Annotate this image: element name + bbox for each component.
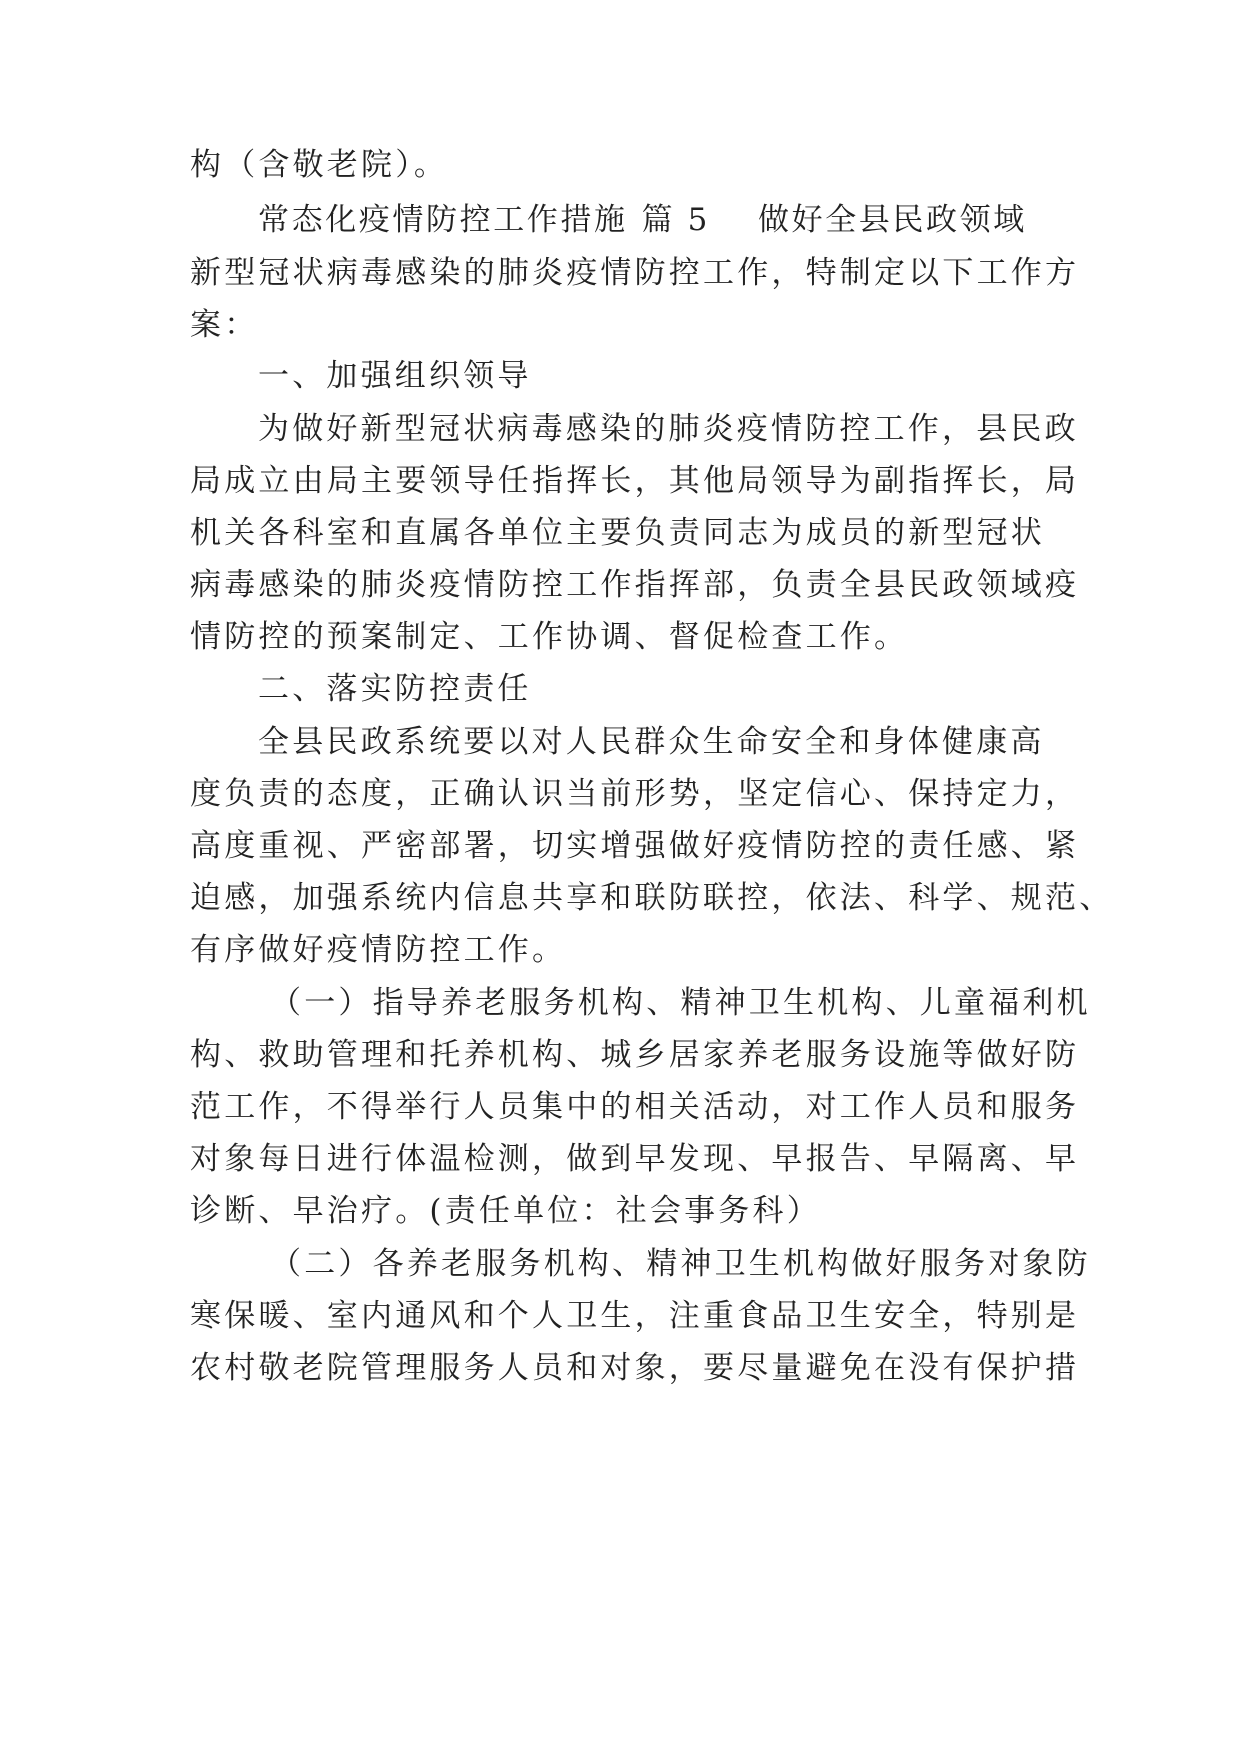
paragraph-line: 范工作，不得举行人员集中的相关活动，对工作人员和服务 bbox=[190, 1089, 1080, 1125]
paragraph-line: 有序做好疫情防控工作。 bbox=[190, 932, 567, 968]
text-line: 构（含敬老院）。 bbox=[190, 147, 449, 183]
paragraph-line: 高度重视、严密部署，切实增强做好疫情防控的责任感、紧 bbox=[190, 828, 1080, 864]
paragraph-line: 对象每日进行体温检测，做到早发现、早报告、早隔离、早 bbox=[190, 1141, 1080, 1177]
section-heading: 一、加强组织领导 bbox=[258, 358, 532, 394]
list-item-line: （一）指导养老服务机构、精神卫生机构、儿童福利机 bbox=[270, 985, 1091, 1021]
paragraph-line: 局成立由局主要领导任指挥长，其他局领导为副指挥长，局 bbox=[190, 463, 1080, 499]
paragraph-line: 寒保暖、室内通风和个人卫生，注重食品卫生安全，特别是 bbox=[190, 1298, 1080, 1334]
paragraph-line: 度负责的态度，正确认识当前形势，坚定信心、保持定力， bbox=[190, 776, 1080, 812]
text-line: 新型冠状病毒感染的肺炎疫情防控工作，特制定以下工作方 bbox=[190, 255, 1080, 291]
paragraph-line: 迫感，加强系统内信息共享和联防联控，依法、科学、规范、 bbox=[190, 880, 1114, 916]
document-heading: 常态化疫情防控工作措施 bbox=[258, 202, 628, 238]
paragraph-line: 情防控的预案制定、工作协调、督促检查工作。 bbox=[190, 619, 909, 655]
paragraph-line: 构、救助管理和托养机构、城乡居家养老服务设施等做好防 bbox=[190, 1037, 1080, 1073]
paragraph-line: 病毒感染的肺炎疫情防控工作指挥部，负责全县民政领域疫 bbox=[190, 567, 1080, 603]
paragraph-line: 为做好新型冠状病毒感染的肺炎疫情防控工作，县民政 bbox=[258, 411, 1079, 447]
paragraph-line: 农村敬老院管理服务人员和对象，要尽量避免在没有保护措 bbox=[190, 1350, 1080, 1386]
section-number: 篇 5 bbox=[641, 202, 710, 238]
text-line: 案： bbox=[190, 307, 259, 343]
list-item-line: （二）各养老服务机构、精神卫生机构做好服务对象防 bbox=[270, 1246, 1091, 1282]
paragraph-line: 诊断、早治疗。(责任单位：社会事务科） bbox=[190, 1193, 821, 1229]
paragraph-line: 全县民政系统要以对人民群众生命安全和身体健康高 bbox=[258, 724, 1045, 760]
section-lead-text: 做好全县民政领域 bbox=[758, 202, 1027, 238]
section-title-line bbox=[258, 200, 1060, 240]
section-heading: 二、落实防控责任 bbox=[258, 671, 532, 707]
paragraph-line: 机关各科室和直属各单位主要负责同志为成员的新型冠状 bbox=[190, 515, 1045, 551]
